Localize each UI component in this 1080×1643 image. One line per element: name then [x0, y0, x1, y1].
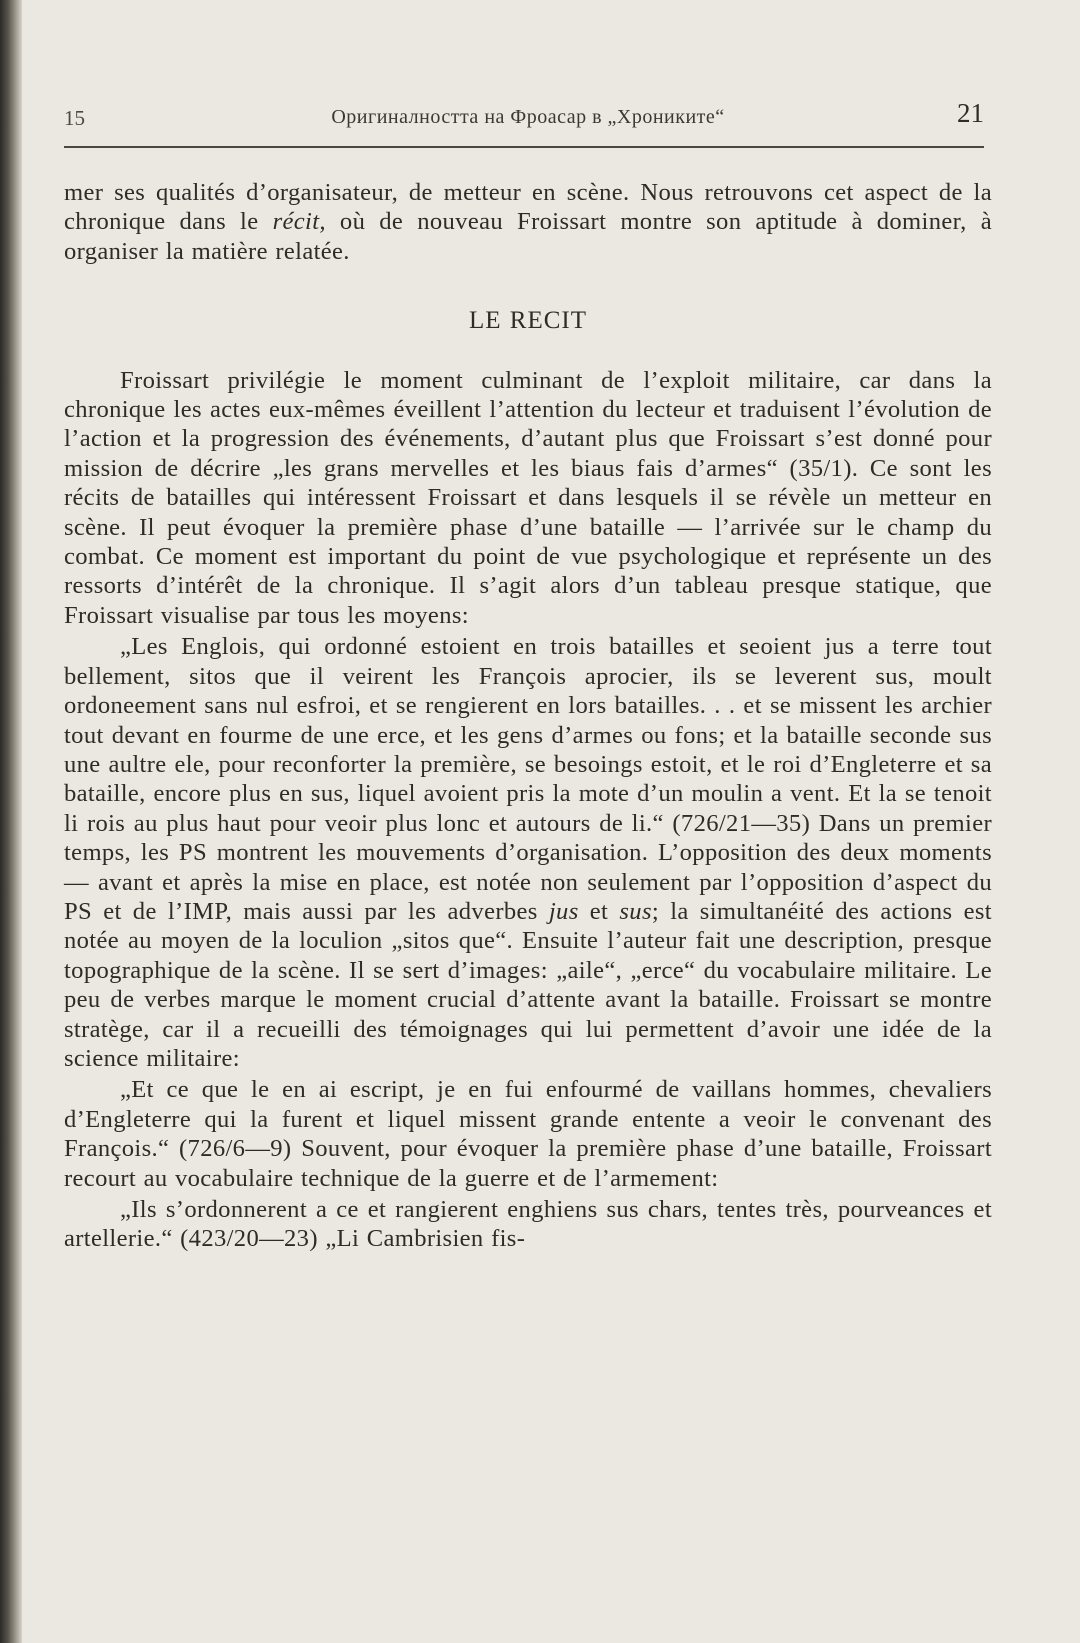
- opening-paragraph: mer ses qualités d’organisateur, de metteur en scène. Nous retrouvons cet aspect de la chronique dans le récit, où de nouveau Froissart montre son aptitude à dominer, à organiser la matière relatée.: [64, 179, 992, 265]
- italic-word: récit,: [272, 208, 326, 236]
- quotation-paragraph: „Les Englois, qui ordonné estoient en trois batailles et seoient jus a terre tout bellement, sitos que il veirent les François aprocier, ils se leverent sus, moult ordoneement sans nul esfroi, et se rengierent en lors batailles. . . et se missent les archier tout devant en fourme de une erce, et les gens d’armes ou fons; et la bataille seconde sus une aultre ele, pour reconforter la première, se besoings estoit, et le roi d’Engleterre et sa bataille, encore plus en sus, liquel avoient pris la mote d’un moulin a vent. Et la se tenoit li rois au plus haut pour veoir plus lonc et autours de li.“ (726/21—35) Dans un premier temps, les PS montrent les mouvements d’organisation. L’opposition des deux moments — avant et après la mise en place, est notée non seulement par l’opposition d’aspect du PS et de l’IMP, mais aussi par les adverbes jus et sus; la simultanéité des actions est notée au moyen de la loculion „sitos que“. Ensuite l’auteur fait une description, presque topographique de la scène. Il se sert d’images: „aile“, „erce“ du vocabulaire militaire. Le peu de verbes marque le moment crucial d’attente avant la bataille. Froissart se montre stratège, car il a recueilli des témoignages qui lui permettent d’avoir une idée de la science militaire:: [64, 633, 992, 1072]
- italic-word: sus: [619, 897, 652, 925]
- page-number: 21: [957, 98, 984, 128]
- body-text: [64, 178, 992, 1254]
- signature-number: 15: [64, 106, 85, 130]
- header-rule: [64, 146, 984, 148]
- page-content: [64, 96, 992, 1254]
- quotation-paragraph: „Et ce que le en ai escript, je en fui enfourmé de vaillans hommes, chevaliers d’Engleterre qui la furent et liquel missent grande entente a veoir le convenant des François.“ (726/6—9) Souvent, pour évoquer la première phase d’une bataille, Froissart recourt au vocabulaire technique de la guerre et de l’armement:: [64, 1076, 992, 1192]
- italic-word: jus: [548, 897, 579, 925]
- book-spine-shadow: [0, 0, 22, 1643]
- running-title: Оригиналността на Фроасар в „Хрониките“: [331, 106, 725, 128]
- page-header: [64, 96, 992, 140]
- quotation-paragraph: „Ils s’ordonnerent a ce et rangierent enghiens sus chars, tentes très, pourveances et artellerie.“ (423/20—23) „Li Cambrisien fis-: [64, 1196, 992, 1253]
- paragraph: Froissart privilégie le moment culminant de l’exploit militaire, car dans la chronique les actes eux-mêmes éveillent l’attention du lecteur et traduisent l’évolution de l’action et la progression des événements, d’autant plus que Froissart s’est donné pour mission de décrire „les grans mervelles et les biaus fais d’armes“ (35/1). Ce sont les récits de batailles qui intéressent Froissart et dans lesquels il se révèle un metteur en scène. Il peut évoquer la première phase d’une bataille — l’arrivée sur le champ du combat. Ce moment est important du point de vue psychologique et représente un des ressorts d’intérêt de la chronique. Il s’agit alors d’un tableau presque statique, que Froissart visualise par tous les moyens:: [64, 366, 992, 629]
- section-title: LE RECIT: [468, 307, 587, 335]
